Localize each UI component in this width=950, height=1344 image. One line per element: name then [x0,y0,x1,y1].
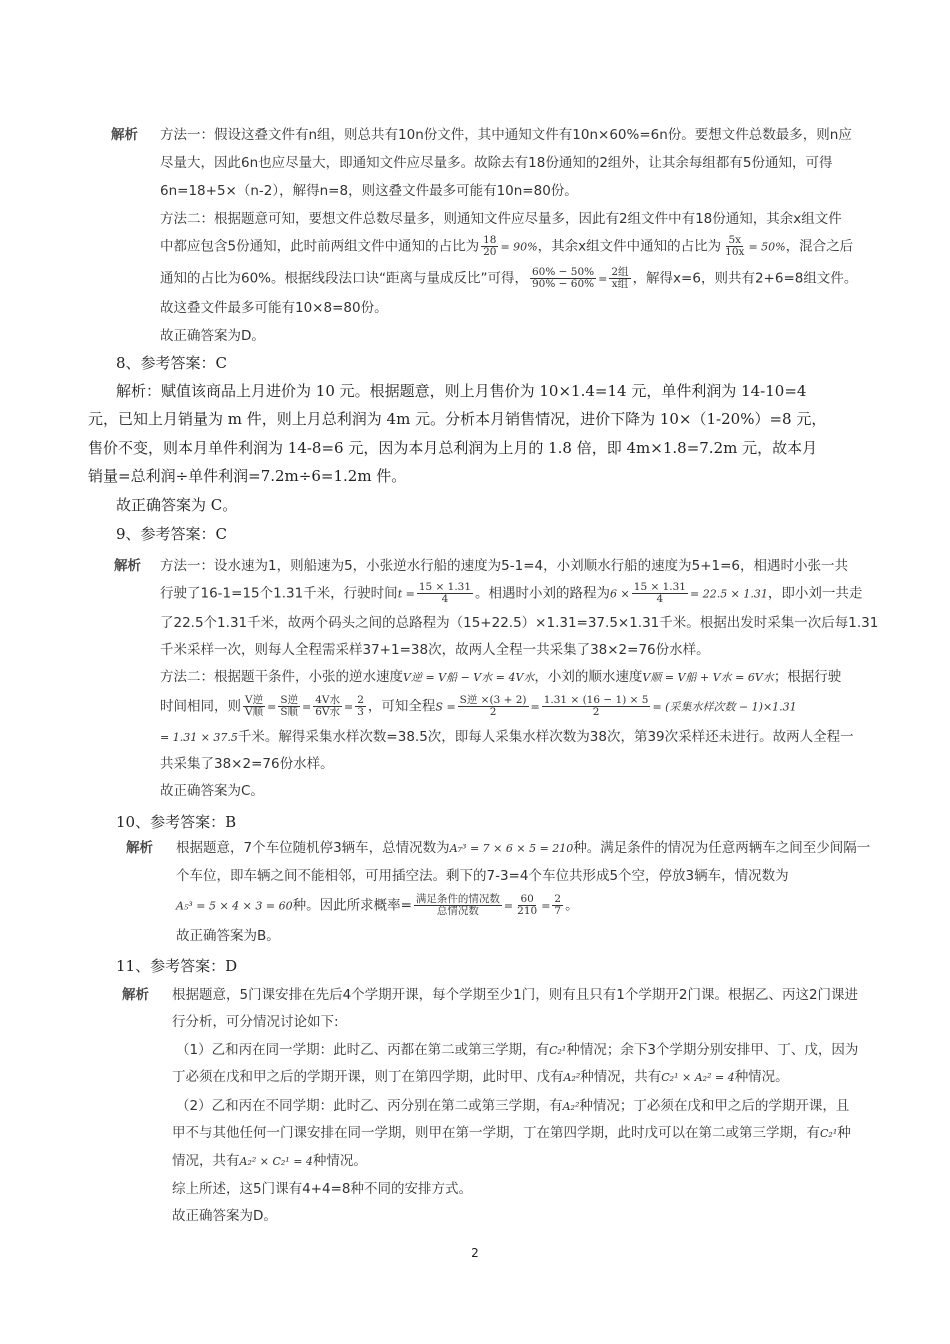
q9-line-8: 共采集了38×2=76份水样。 [160,756,334,772]
q8-paragraph-2: 元，已知上月销量为 m 件，则上月总利润为 4m 元。分析本月销售情况，进价下降为 10×（1-20%）=8 元， [88,410,827,428]
q11-line-6: 甲不与其他任何一门课安排在同一学期，则甲在第一学期，丁在第四学期，此时戊可以在第二或第三学期，有C₂¹种 [172,1125,851,1141]
q10-line-1: 根据题意，7个车位随机停3辆车，总情况数为A₇³ = 7 × 6 × 5 = 210种。满足条件的情况为任意两辆车之间至少间隔一 [176,840,871,856]
q11-analysis-label: 解析 [122,987,149,1003]
q9-fraction-time: $\frac{15 \times 1.31}{4}$ [418,581,472,605]
q11-header: 11、参考答案：D [116,957,238,975]
q9-line-1: 方法一：设水速为1，则船速为5，小张逆水行船的速度为5-1=4，小刘顺水行船的速度为5+1=6，相遇时小张一共 [160,558,849,574]
q9-analysis-label: 解析 [114,558,141,574]
q11-line-2: 行分析，可分情况讨论如下: [172,1014,339,1030]
q9-line-3: 了22.5个1.31千米，故两个码头之间的总路程为（15+22.5）×1.31=37.5×1.31千米。根据出发时采集一次后每1.31 [160,615,879,631]
q10-header: 10、参考答案：B [116,813,237,831]
q11-line-3: （1）乙和丙在同一学期：此时乙、丙都在第二或第三学期，有C₂¹种情况；余下3个学期分别安排甲、丁、戊，因为 [176,1042,859,1058]
q9-line-2: 行驶了16-1=15个1.31千米，行驶时间t = $\frac{15 \times 1.31}{4}$ 。相遇时小刘的路程为6 × $\frac{15 \times 1.31}{4}$ = 22.5 × 1.31，即小刘一共走 [160,581,863,605]
q8-paragraph-5: 故正确答案为 C。 [116,496,238,514]
q9-line-6: 时间相同，则 $\frac{\text{V逆}}{\text{V顺}}$ = $\frac{\text{S逆}}{\text{S顺}}$ = $\frac{\text{4V水}}{\text{6V水}}$ = $\frac{2}{3}$ ，可知全程S = $\frac{\text{S逆 ×(3 + 2)}}{2}$ = $\frac{1.31 \times (16 - 1) \times 5}{2}$ = (采集水样次数 − 1)×1.31 [160,694,797,718]
q10-formula-valid: A₅³ = 5 × 4 × 3 = 60 [176,899,293,913]
q11-line-5: （2）乙和丙在不同学期：此时乙、丙分别在第二或第三学期，有A₂²种情况；丁必须在戊和甲之后的学期开课，且 [176,1098,850,1114]
q9-line-7: = 1.31 × 37.5千米。解得采集水样次数=38.5次，即每人采集水样次数为38次，第39次采样还未进行。故两人全程一 [160,729,854,745]
q8-paragraph-3: 售价不变，则本月单件利润为 14-8=6 元，因为本月总利润为上月的 1.8 倍，即 4m×1.8=7.2m 元，故本月 [88,439,818,457]
q9-line-9: 故正确答案为C。 [160,783,264,799]
q9-fraction-distance-ratio: $\frac{\text{S逆}}{\text{S顺}}$ [280,694,299,718]
q10-fraction-words: $\frac{\text{满足条件的情况数}}{\text{总情况数}}$ [415,893,500,917]
q9-fraction-distance: $\frac{15 \times 1.31}{4}$ [633,581,686,605]
q9-formula-upstream-speed: V逆 = V船 − V水 = 4V水 [403,671,535,684]
q7-line-3: 6n=18+5×（n-2），解得n=8，则这叠文件最多可能有10n=80份。 [160,183,578,199]
q9-fraction-total-value: $\frac{1.31 \times (16 - 1) \times 5}{2}$ [543,694,649,718]
q7-fraction-percent: $\frac{60\% - 50\%}{90\% - 60\%}$ [532,266,595,290]
q9-line-4: 千米采样一次，则每人全程需采样37+1=38次，故两人全程一共采集了38×2=76份水样。 [160,642,710,658]
q7-fraction-18-20: $\frac{18}{20}$ [483,234,497,258]
q7-analysis-label: 解析 [111,127,138,143]
q9-fraction-total-s: $\frac{\text{S逆 ×(3 + 2)}}{2}$ [459,694,527,718]
q11-line-1: 根据题意，5门课安排在先后4个学期开课，每个学期至少1门，则有且只有1个学期开2门课。根据乙、丙这2门课进 [172,987,859,1003]
q7-line-4: 方法二：根据题意可知，要想文件总数尽量多，则通知文件应尽量多，因此有2组文件中有18份通知，其余x组文件 [160,211,842,227]
q9-formula-downstream-speed: V顺 = V船 + V水 = 6V水 [642,671,774,684]
q7-line-5: 中都应包含5份通知，此时前两组文件中通知的占比为 $\frac{18}{20}$ = 90%，其余x组文件中通知的占比为 $\frac{5x}{10x}$ = 50%，混合之后 [160,234,854,258]
q7-line-6: 通知的占比为60%。根据线段法口诀“距离与量成反比”可得， $\frac{60\% - 50\%}{90\% - 60\%}$ = $\frac{\text{2组}}{\text{x组}}$ ，解得x=6，则共有2+6=8组文件。 [160,266,858,290]
q7-fraction-5x-10x: $\frac{5x}{10x}$ [725,234,745,258]
q8-header: 8、参考答案：C [116,354,228,372]
q11-line-8: 综上所述，这5门课有4+4=8种不同的安排方式。 [172,1181,472,1197]
q7-line-7: 故这叠文件最多可能有10×8=80份。 [160,300,388,316]
q9-line-5: 方法二：根据题干条件，小张的逆水速度V逆 = V船 − V水 = 4V水，小刘的顺水速度V顺 = V船 + V水 = 6V水；根据行驶 [160,669,842,685]
q9-header: 9、参考答案：C [116,525,228,543]
q10-line-2: 个车位，即车辆之间不能相邻，可用插空法。剩下的7-3=4个车位共形成5个空，停放3辆车，情况数为 [176,868,789,884]
q9-fraction-4v-6v: $\frac{\text{4V水}}{\text{6V水}}$ [315,694,340,718]
q10-line-4: 故正确答案为B。 [176,928,280,944]
q7-line-1: 方法一：假设这叠文件有n组，则总共有10n份文件，其中通知文件有10n×60%=6n份。要想文件总数最多，则n应 [160,127,852,143]
q7-line-2: 尽量大，因此6n也应尽量大，即通知文件应尽量多。故除去有18份通知的2组外，让其余每组都有5份通知，可得 [160,155,833,171]
q10-analysis-label: 解析 [126,840,153,856]
q11-line-4: 丁必须在戊和甲之后的学期开课，则丁在第四学期，此时甲、戊有A₂²种情况，共有C₂¹ × A₂² = 4种情况。 [172,1069,789,1085]
q11-line-7: 情况，共有A₂² × C₂¹ = 4种情况。 [172,1153,367,1169]
q7-line-5-text-a: 中都应包含5份通知，此时前两组文件中通知的占比为 [160,238,480,255]
q8-paragraph-4: 销量=总利润÷单件利润=7.2m÷6=1.2m 件。 [88,467,407,485]
q7-fraction-groups: $\frac{\text{2组}}{\text{x组}}$ [611,266,629,290]
q9-fraction-speed-ratio: $\frac{\text{V逆}}{\text{V顺}}$ [245,694,264,718]
q8-paragraph-1: 解析：赋值该商品上月进价为 10 元。根据题意，则上月售价为 10×1.4=14 元，单件利润为 14-10=4 [116,382,807,400]
q9-fraction-2-3: $\frac{2}{3}$ [357,694,364,718]
q11-line-9: 故正确答案为D。 [172,1208,277,1224]
q10-fraction-60-210: $\frac{60}{210}$ [517,893,538,917]
q10-line-3: A₅³ = 5 × 4 × 3 = 60种。因此所求概率= $\frac{\text{满足条件的情况数}}{\text{总情况数}}$ = $\frac{60}{210}$ = $\frac{2}{7}$ 。 [176,893,579,917]
page-number: 2 [471,1246,479,1260]
q10-fraction-2-7: $\frac{2}{7}$ [554,893,562,917]
q7-line-8: 故正确答案为D。 [160,328,265,344]
q10-formula-total: A₇³ = 7 × 6 × 5 = 210 [449,842,574,855]
